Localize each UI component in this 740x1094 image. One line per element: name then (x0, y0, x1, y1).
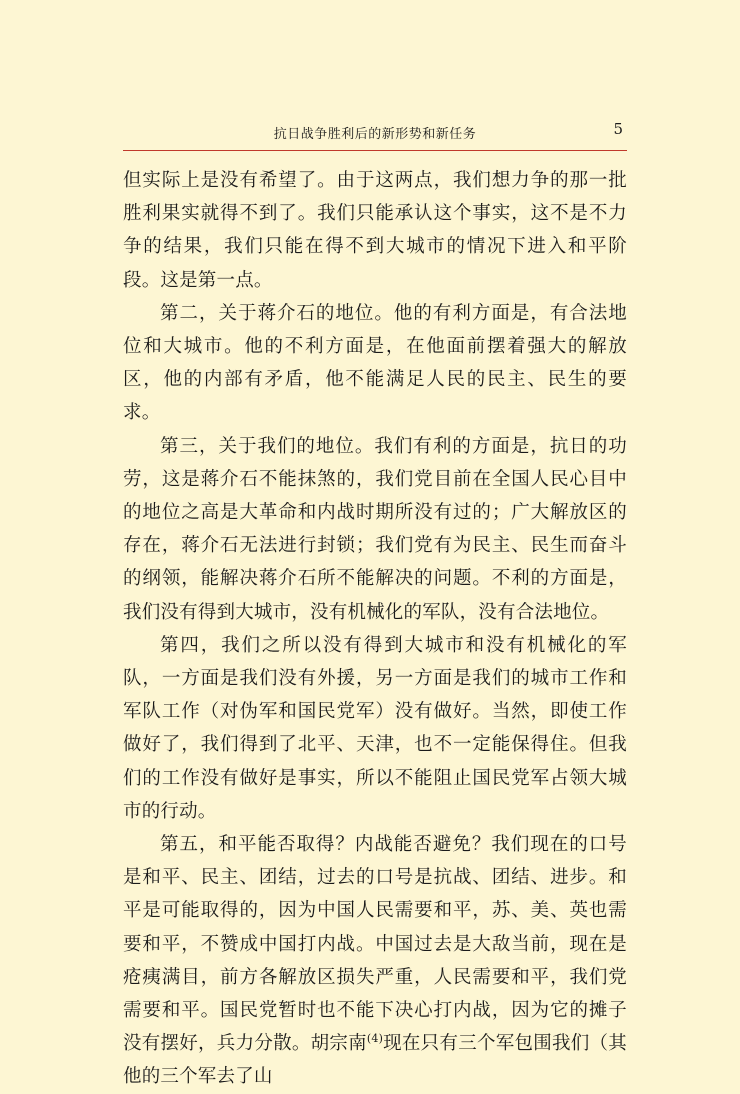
page-header (123, 120, 627, 151)
paragraph-1 (123, 164, 627, 297)
paragraph-5-text-continued: 现在只有三个军包围我们（其他的三个军去了山 (123, 1033, 627, 1088)
footnote-reference[interactable]: (4) (366, 1032, 384, 1046)
page-number: 5 (613, 120, 623, 138)
paragraph-5-text: 第五，和平能否取得？内战能否避免？我们现在的口号是和平、民主、团结，过去的口号是抗战、团结、进步。和平是可能取得的，因为中国人民需要和平，苏、美、英也需要和平，不赞成中国打内战。中国过去是大敌当前，现在是疮痍满目，前方各解放区损失严重，人民需要和平，我们党需要和平。国民党暂时也不能下决心打内战，因为它的摊子没有摆好，兵力分散。胡宗南 (123, 834, 627, 1055)
paragraph-5 (123, 828, 627, 1094)
running-title: 抗日战争胜利后的新形势和新任务 (273, 127, 477, 142)
paragraph-4-text: 第四，我们之所以没有得到大城市和没有机械化的军队，一方面是我们没有外援，另一方面是我们的城市工作和军队工作（对伪军和国民党军）没有做好。当然，即使工作做好了，我们得到了北平、天津，也不一定能保得住。但我们的工作没有做好是事实，所以不能阻止国民党军占领大城市的行动。 (123, 634, 627, 822)
paragraph-2 (123, 297, 627, 430)
body-text (123, 164, 627, 1094)
paragraph-4 (123, 629, 627, 828)
paragraph-1-text: 但实际上是没有希望了。由于这两点，我们想力争的那一批胜利果实就得不到了。我们只能承认这个事实，这不是不力争的结果，我们只能在得不到大城市的情况下进入和平阶段。这是第一点。 (123, 170, 627, 291)
page (123, 120, 627, 1094)
paragraph-2-text: 第二，关于蒋介石的地位。他的有利方面是，有合法地位和大城市。他的不利方面是，在他面前摆着强大的解放区，他的内部有矛盾，他不能满足人民的民主、民生的要求。 (123, 302, 627, 424)
paragraph-3 (123, 430, 627, 629)
paragraph-3-text: 第三，关于我们的地位。我们有利的方面是，抗日的功劳，这是蒋介石不能抹煞的，我们党目前在全国人民心目中的地位之高是大革命和内战时期所没有过的；广大解放区的存在，蒋介石无法进行封锁；我们党有为民主、民生而奋斗的纲领，能解决蒋介石所不能解决的问题。不利的方面是，我们没有得到大城市，没有机械化的军队，没有合法地位。 (123, 435, 627, 623)
